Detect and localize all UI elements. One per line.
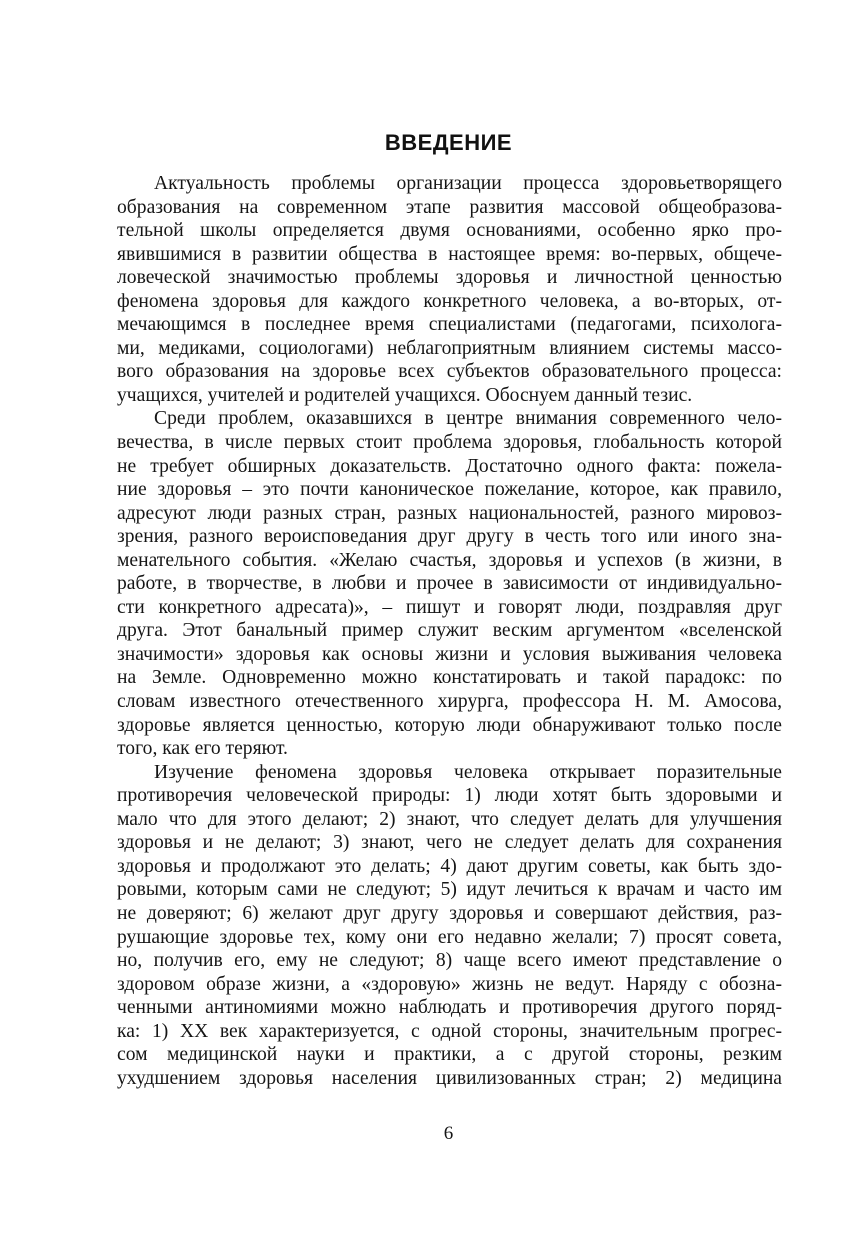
text-line: работе, в творчестве, в любви и прочее в зависимости от индивидуально- <box>117 573 782 595</box>
page-number: 6 <box>443 1123 454 1144</box>
body-text <box>117 172 782 1090</box>
text-line: словам известного отечественного хирурга, профессора Н. М. Амосова, <box>117 691 782 713</box>
text-line: на Земле. Одновременно можно констатировать и такой парадокс: по <box>117 667 782 689</box>
text-line: ловеческой значимостью проблемы здоровья и личностной ценностью <box>117 267 782 289</box>
text-line: вого образования на здоровье всех субъектов образовательного процесса: <box>117 361 782 383</box>
text-line: ми, медиками, социологами) неблагоприятным влиянием системы массо- <box>117 337 782 359</box>
text-line: учащихся, учителей и родителей учащихся. Обоснуем данный тезис. <box>117 384 693 406</box>
text-line: здоровья и продолжают это делать; 4) дают другим советы, как быть здо- <box>117 855 782 877</box>
text-line: ние здоровья – это почти каноническое пожелание, которое, как правило, <box>117 479 782 501</box>
text-line: сти конкретного адресата)», – пишут и говорят люди, поздравляя друг <box>117 596 782 618</box>
text-line: противоречия человеческой природы: 1) люди хотят быть здоровыми и <box>117 785 782 807</box>
text-line: сом медицинской науки и практики, а с другой стороны, резким <box>117 1044 782 1066</box>
paragraph-1 <box>117 172 782 407</box>
text-line: менательного события. «Желаю счастья, здоровья и успехов (в жизни, в <box>117 549 782 571</box>
text-line: того, как его теряют. <box>117 738 288 760</box>
paragraph-2 <box>117 407 782 760</box>
text-line: феномена здоровья для каждого конкретного человека, а во-вторых, от- <box>117 290 782 312</box>
text-line: мечающимся в последнее время специалистами (педагогами, психолога- <box>117 314 782 336</box>
text-line: здоровом образе жизни, а «здоровую» жизнь не ведут. Наряду с обозна- <box>117 973 782 995</box>
text-line: не доверяют; 6) желают друг другу здоровья и совершают действия, раз- <box>117 902 782 924</box>
text-line: рушающие здоровье тех, кому они его недавно желали; 7) просят совета, <box>117 926 782 948</box>
text-line: ка: 1) XX век характеризуется, с одной стороны, значительным прогрес- <box>117 1020 782 1042</box>
text-line: ченными антиномиями можно наблюдать и противоречия другого поряд- <box>117 997 782 1019</box>
text-line: Актуальность проблемы организации процесса здоровьетворящего <box>154 173 782 194</box>
text-line: ухудшением здоровья населения цивилизованных стран; 2) медицина <box>117 1067 782 1089</box>
text-line: не требует обширных доказательств. Достаточно одного факта: пожела- <box>117 455 782 477</box>
page-title: ВВЕДЕНИЕ <box>384 130 513 155</box>
text-line: здоровья и не делают; 3) знают, чего не следует делать для сохранения <box>117 832 782 854</box>
text-line: друга. Этот банальный пример служит веским аргументом «вселенской <box>117 620 782 642</box>
text-line: мало что для этого делают; 2) знают, что следует делать для улучшения <box>117 808 782 830</box>
text-line: вечества, в числе первых стоит проблема здоровья, глобальность которой <box>117 432 782 454</box>
text-line: ровыми, которым сами не следуют; 5) идут лечиться к врачам и часто им <box>117 879 782 901</box>
text-line: Среди проблем, оказавшихся в центре внимания современного чело- <box>154 408 782 430</box>
text-line: но, получив его, ему не следуют; 8) чаще всего имеют представление о <box>117 950 782 972</box>
text-line: явившимися в развитии общества в настоящее время: во-первых, общече- <box>117 243 782 265</box>
text-line: здоровье является ценностью, которую люди обнаруживают только после <box>117 714 782 736</box>
text-line: образования на современном этапе развития массовой общеобразова- <box>117 196 782 218</box>
text-line: значимости» здоровья как основы жизни и условия выживания человека <box>117 643 782 665</box>
text-line: Изучение феномена здоровья человека открывает поразительные <box>154 761 782 783</box>
paragraph-3 <box>117 761 782 1091</box>
text-line: зрения, разного вероисповедания друг другу в честь того или иного зна- <box>117 526 782 548</box>
text-line: тельной школы определяется двумя основаниями, особенно ярко про- <box>117 220 782 242</box>
text-line: адресуют люди разных стран, разных национальностей, разного мировоз- <box>117 502 782 524</box>
